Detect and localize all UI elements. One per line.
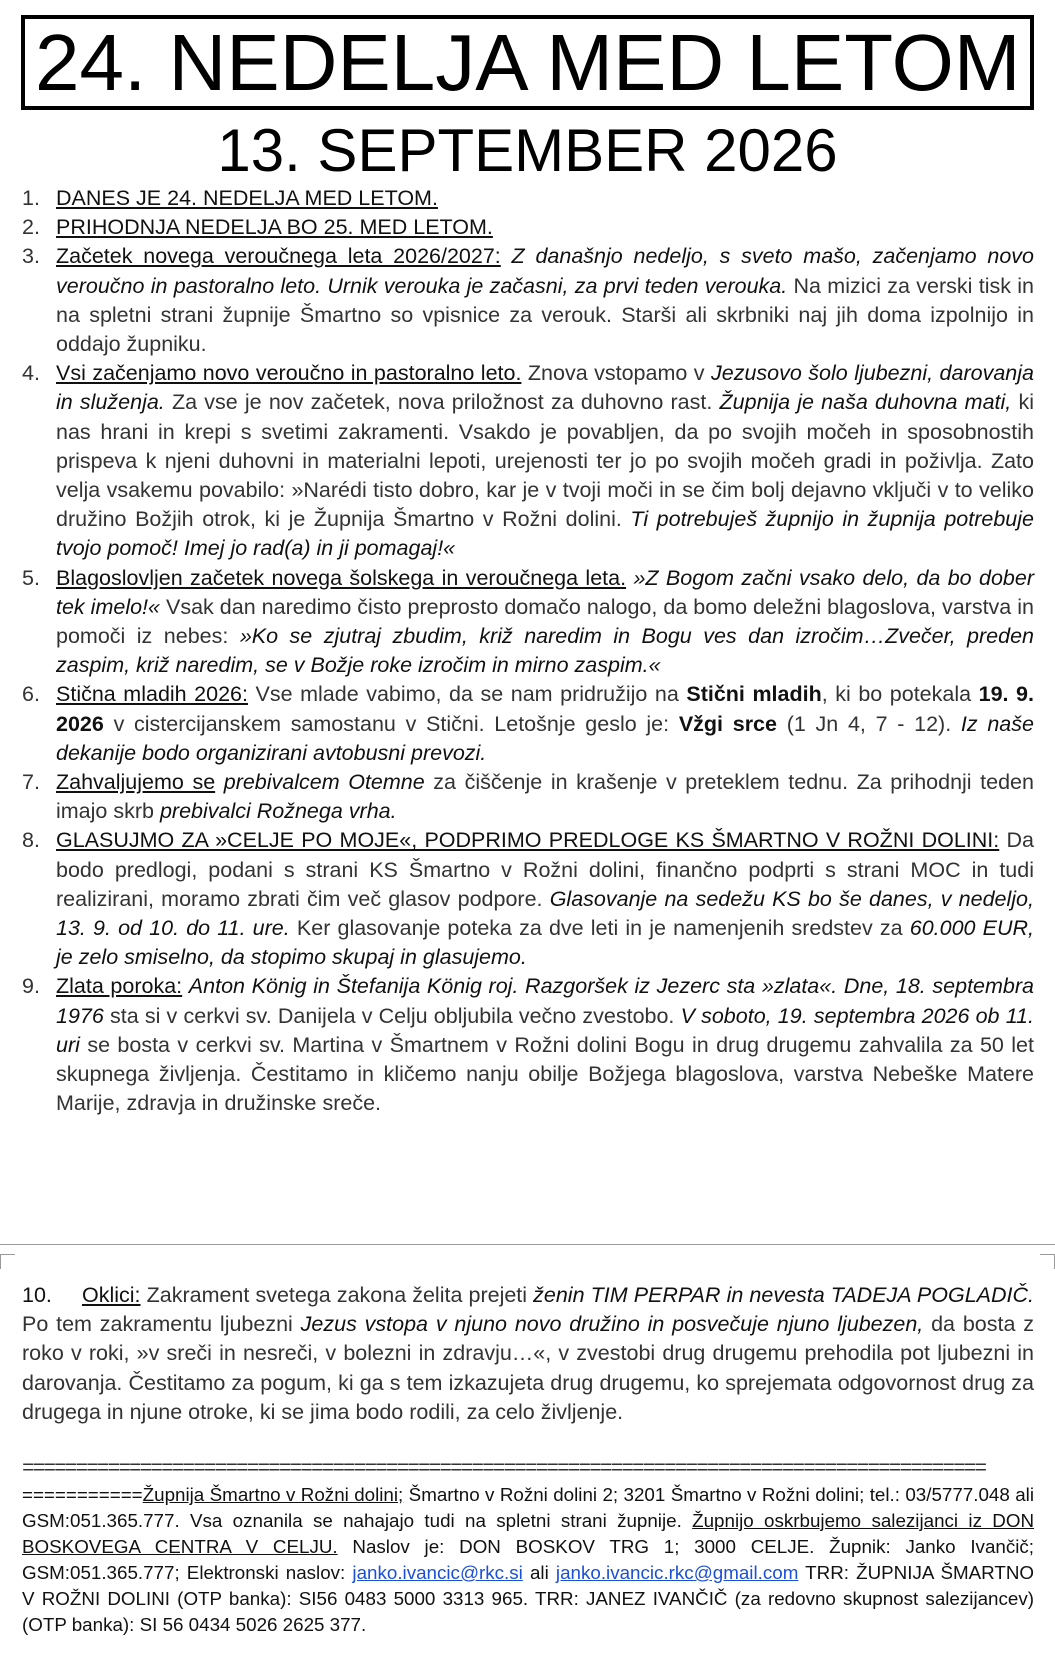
item-number: 8. (22, 828, 40, 853)
item-emphasis: prebivalcem Otemne (223, 770, 425, 795)
list-item-7 (22, 768, 1034, 826)
item-heading: Zlata poroka: (56, 974, 183, 999)
list-item-8 (22, 826, 1034, 972)
item-text: Po tem zakramentu ljubezni (22, 1312, 293, 1337)
page-corner-marker (0, 1254, 15, 1269)
item-text: Ker glasovanje poteka za dve leti in je namenjenih sredstev za (296, 916, 903, 941)
item-text: Za vse je nov začetek, nova priložnost za duhovno rast. (171, 390, 713, 415)
item-emphasis: Jezusovo šolo ljubezni, darovanja in služenja. (56, 361, 1034, 415)
item-emphasis: »Z Bogom začni vsako delo, da bo dober tek imelo!« (56, 565, 1034, 619)
item-emphasis: Jezus vstopa v njuno novo družino in posvečuje njuno ljubezen, (300, 1312, 924, 1337)
list-item-6 (22, 680, 1034, 768)
footer-info (22, 1482, 1034, 1638)
item-heading: Oklici: (82, 1283, 141, 1307)
item-text: se bosta v cerkvi sv. Martina v Šmartnem v Rožni dolini Bogu in drug drugemu zahvalila za 50 let skupnega življenja. Čestitamo in kličemo nanju obilje Božjega blagoslova, varstva Nebeške Matere Marije, zdravja in družinske sreče. (56, 1032, 1034, 1116)
item-emphasis: Iz naše dekanije bodo organizirani avtobusni prevozi. (56, 711, 1034, 765)
item-heading: GLASUJMO ZA »CELJE PO MOJE«, PODPRIMO PREDLOGE KS ŠMARTNO V ROŽNI DOLINI: (56, 828, 1000, 853)
list-item-9 (22, 972, 1034, 1118)
item-bold: Vžgi srce (678, 711, 777, 736)
list-item-3 (22, 242, 1034, 359)
item-heading: PRIHODNJA NEDELJA BO 25. MED LETOM. (56, 215, 493, 240)
item-text: v cistercijanskem samostanu v Stični. Letošnje geslo je: (113, 711, 670, 736)
item-heading: Vsi začenjamo novo veroučno in pastoralno leto. (56, 361, 522, 386)
title-box (21, 15, 1034, 110)
item-number: 2. (22, 215, 40, 240)
footer-bank-accounts: TRR: ŽUPNIJA ŠMARTNO V ROŽNI DOLINI (OTP banka): SI56 0483 5000 3313 965. TRR: JANEZ IVANČIČ (za redovno skupnost salezijancev) (OTP banka): SI 56 0434 5026 2625 377. (22, 1562, 1035, 1635)
item-heading: Zahvaljujemo se (56, 770, 216, 795)
item-emphasis: Anton König in Štefanija König roj. Razgoršek iz Jezerc sta »zlata«. Dne, 18. septembra 1976 (56, 974, 1034, 1028)
list-item-1 (22, 184, 1034, 213)
announcement-list (22, 184, 1034, 1119)
footer-address: Šmartno v Rožni dolini 2; 3201 Šmartno v Rožni dolini; tel.: 03/5777.048 ali GSM:051.365.777. (22, 1484, 1034, 1531)
item-emphasis: »Ko se zjutraj zbudim, križ naredim in Bogu ves dan izročim…Zvečer, preden zaspim, križ naredim, se v Božje roke izročim in mirno zaspim.« (56, 624, 1034, 678)
item-emphasis: Ti potrebuješ župnijo in župnija potrebuje tvojo pomoč! Imej jo rad(a) in ji pomagaj!« (56, 507, 1034, 561)
footer-or: ali (529, 1562, 549, 1583)
footer-contact: Naslov je: DON BOSKOV TRG 1; 3000 CELJE. Župnik: Janko Ivančič; GSM:051.365.777; Elektronski naslov: (22, 1536, 1035, 1583)
item-bold: Stični mladih (686, 682, 822, 707)
item-number: 4. (22, 361, 40, 386)
item-number: 9. (22, 974, 40, 999)
item-text: za čiščenje in krašenje v preteklem tednu. Za prihodnji teden imajo skrb (56, 770, 1034, 824)
item-emphasis: Župnija je naša duhovna mati, (719, 390, 1012, 415)
item-text: Na mizici za verski tisk in na spletni strani župnije Šmartno so vpisnice za verouk. Starši ali skrbniki naj jih doma izpolnijo in oddajo župniku. (56, 273, 1034, 357)
list-item-4 (22, 359, 1034, 563)
list-item-5 (22, 564, 1034, 681)
item-number: 5. (22, 565, 40, 590)
list-item-10 (22, 1281, 1034, 1427)
email-link-secondary[interactable]: janko.ivancic.rkc@gmail.com (555, 1562, 799, 1583)
item-text: (1 Jn 4, 7 - 12). (786, 711, 952, 736)
item-text: sta si v cerkvi sv. Danijela v Celju obljubila večno zvestobo. (110, 1003, 675, 1028)
page-break-line (0, 1244, 1055, 1245)
list-item-2 (22, 213, 1034, 242)
item-text: Vsak dan naredimo čisto preprosto domačo nalogo, da bomo deležni blagoslova, varstva in pomoči iz nebes: (56, 594, 1034, 649)
item-emphasis: prebivalci Rožnega vrha. (159, 799, 397, 824)
footer-parish: Župnija Šmartno v Rožni dolini; (142, 1484, 404, 1505)
item-text: Vse mlade vabimo, da se nam pridružijo na (255, 682, 679, 707)
item-heading: DANES JE 24. NEDELJA MED LETOM. (56, 186, 438, 210)
item-emphasis: ženin TIM PERPAR in nevesta TADEJA POGLADIČ. (533, 1283, 1034, 1307)
item-text: Znova vstopamo v (527, 361, 705, 386)
separator-equals: ========================================================================================== (22, 1458, 986, 1481)
email-link-primary[interactable]: janko.ivancic@rkc.si (352, 1562, 523, 1583)
footer-salesians: Župnijo oskrbujemo salezijanci iz DON BOSKOVEGA CENTRA V CELJU. (22, 1510, 1035, 1557)
item-number: 7. (22, 770, 40, 795)
separator-prefix: =========== (22, 1484, 143, 1505)
item-heading: Začetek novega veroučnega leta 2026/2027: (56, 244, 501, 269)
item-number: 3. (22, 244, 40, 269)
page-date: 13. SEPTEMBER 2026 (217, 117, 838, 184)
item-number: 6. (22, 682, 40, 707)
page-title: 24. NEDELJA MED LETOM (35, 18, 1021, 107)
item-text: Zakrament svetega zakona želita prejeti (146, 1283, 528, 1307)
page-corner-marker (1040, 1254, 1055, 1269)
footer-note: Vsa oznanila se nahajajo tudi na spletni strani župnije. (190, 1510, 682, 1531)
item-number: 1. (22, 186, 40, 210)
item-text: ki nas hrani in krepi s svetimi zakramenti. Vsakdo je povabljen, da po svojih močeh in sposobnostih prispeva k njeni duhovni in materialni lepoti, urejenosti ter jo po svojih močeh gradi in poživlja. Zato velja vsakemu povabilo: »Narédi tisto dobro, kar je v tvoji moči in se čim bolj dejavno vključi v to veliko družino Božjih otrok, ki je Župnija Šmartno v Rožni dolini. (56, 390, 1034, 532)
item-text: , ki bo potekala (821, 682, 972, 707)
item-emphasis: 60.000 EUR, je zelo smiselno, da stopimo skupaj in glasujemo. (56, 916, 1035, 970)
item-text: Da bodo predlogi, podani s strani KS Šmartno v Rožni dolini, finančno podprti s strani MOC in tudi realizirani, moramo zbrati čim več glasov podpore. (56, 828, 1034, 911)
item-text: da bosta z roko v roki, »v sreči in nesreči, v bolezni in zdravju…«, v zvestobi drug drugemu prehodila pot ljubezni in darovanja. Čestitamo za pogum, ki ga s tem izkazujeta drug drugemu, ko sprejemata odgovornost drug za drugega in njune otroke, ki se jima bodo rodili, za celo življenje. (22, 1312, 1034, 1424)
item-emphasis: Z današnjo nedeljo, s sveto mašo, začenjamo novo veroučno in pastoralno leto. Urnik verouka je začasni, za prvi teden verouka. (56, 244, 1034, 298)
item-heading: Stična mladih 2026: (56, 682, 248, 707)
item-emphasis: Glasovanje na sedežu KS bo še danes, v nedeljo, 13. 9. od 10. do 11. ure. (56, 886, 1034, 941)
item-heading: Blagoslovljen začetek novega šolskega in veroučnega leta. (56, 565, 627, 590)
item-number: 10. (22, 1283, 52, 1307)
item-bold: 19. 9. 2026 (56, 682, 1034, 736)
item-emphasis: V soboto, 19. septembra 2026 ob 11. uri (56, 1003, 1034, 1057)
